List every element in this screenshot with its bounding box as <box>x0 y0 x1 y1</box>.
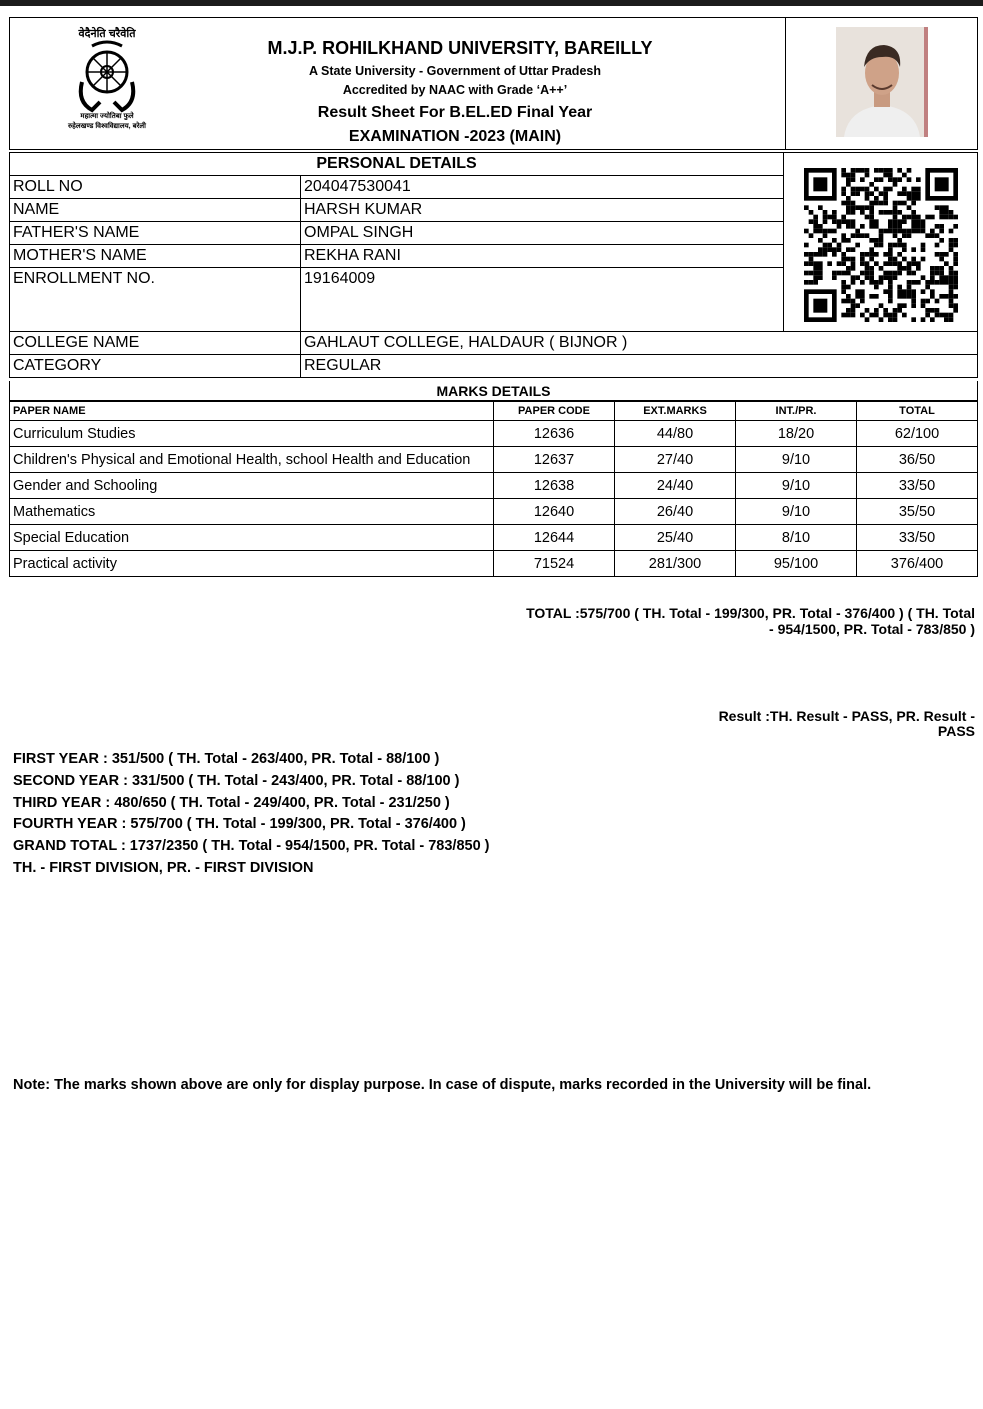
table-row <box>10 499 978 525</box>
category-label: CATEGORY <box>10 355 301 378</box>
paper-code: 71524 <box>494 551 615 577</box>
total-summary <box>455 605 975 637</box>
paper-name: Children's Physical and Emotional Health, school Health and Education <box>10 447 494 473</box>
category-value: REGULAR <box>301 355 978 378</box>
qr-code-icon <box>804 168 958 322</box>
col-ext-marks: EXT.MARKS <box>615 402 736 421</box>
total-marks: 376/400 <box>857 551 978 577</box>
paper-name: Practical activity <box>10 551 494 577</box>
int-marks: 8/10 <box>736 525 857 551</box>
col-paper-code: PAPER CODE <box>494 402 615 421</box>
logo-motto: वेदैनेति चरैवेति <box>78 28 136 40</box>
table-row <box>10 421 978 447</box>
ext-marks: 26/40 <box>615 499 736 525</box>
table-row <box>10 551 978 577</box>
paper-code: 12644 <box>494 525 615 551</box>
int-marks: 9/10 <box>736 447 857 473</box>
yearwise-summary <box>13 749 490 880</box>
logo-caption-1: महात्मा ज्योतिबा फुले <box>80 113 134 120</box>
paper-name: Mathematics <box>10 499 494 525</box>
result-sheet-title: Result Sheet For B.EL.ED Final Year <box>317 104 593 121</box>
table-row <box>10 473 978 499</box>
division: TH. - FIRST DIVISION, PR. - FIRST DIVISION <box>13 859 314 876</box>
roll-no-label: ROLL NO <box>10 176 301 199</box>
name-value: HARSH KUMAR <box>301 199 784 222</box>
university-name: M.J.P. ROHILKHAND UNIVERSITY, BAREILLY <box>267 38 653 58</box>
ext-marks: 25/40 <box>615 525 736 551</box>
student-photo <box>836 27 928 137</box>
photo-box <box>785 17 979 150</box>
ext-marks: 44/80 <box>615 421 736 447</box>
enrollment-value: 19164009 <box>301 268 784 332</box>
paper-name: Special Education <box>10 525 494 551</box>
col-int-pr: INT./PR. <box>736 402 857 421</box>
third-year-total: THIRD YEAR : 480/650 ( TH. Total - 249/400, PR. Total - 231/250 ) <box>13 794 450 811</box>
personal-details-table <box>9 152 978 378</box>
paper-code: 12638 <box>494 473 615 499</box>
ext-marks: 281/300 <box>615 551 736 577</box>
marks-header-row <box>10 402 978 421</box>
ext-marks: 27/40 <box>615 447 736 473</box>
marks-table <box>9 401 978 577</box>
result-summary-line-1: Result :TH. Result - PASS, PR. Result - <box>718 708 975 724</box>
total-summary-line-1: TOTAL :575/700 ( TH. Total - 199/300, PR. Total - 376/400 ) ( TH. Total <box>526 605 975 621</box>
result-summary-line-2: PASS <box>937 723 975 739</box>
personal-details-title: PERSONAL DETAILS <box>10 153 784 176</box>
qr-code-cell <box>784 153 978 332</box>
int-marks: 18/20 <box>736 421 857 447</box>
col-paper-name: PAPER NAME <box>10 402 494 421</box>
father-name-label: FATHER'S NAME <box>10 222 301 245</box>
accreditation: Accredited by NAAC with Grade ‘A++’ <box>342 83 568 97</box>
college-value: GAHLAUT COLLEGE, HALDAUR ( BIJNOR ) <box>301 332 978 355</box>
logo-caption-2: रुहेलखण्ड विश्वविद्यालय, बरेली <box>67 123 146 130</box>
result-summary <box>675 709 975 739</box>
roll-no-value: 204047530041 <box>301 176 784 199</box>
document-header <box>9 17 978 150</box>
first-year-total: FIRST YEAR : 351/500 ( TH. Total - 263/400, PR. Total - 88/100 ) <box>13 751 440 767</box>
total-summary-line-2: - 954/1500, PR. Total - 783/850 ) <box>769 621 975 637</box>
mother-name-label: MOTHER'S NAME <box>10 245 301 268</box>
table-row <box>10 447 978 473</box>
college-label: COLLEGE NAME <box>10 332 301 355</box>
total-marks: 33/50 <box>857 525 978 551</box>
paper-name: Curriculum Studies <box>10 421 494 447</box>
grand-total: GRAND TOTAL : 1737/2350 ( TH. Total - 954/1500, PR. Total - 783/850 ) <box>13 838 490 855</box>
university-subtitle: A State University - Government of Uttar Pradesh <box>309 64 601 78</box>
marks-details-title: MARKS DETAILS <box>9 381 978 401</box>
table-row <box>10 525 978 551</box>
disclaimer-note: Note: The marks shown above are only for display purpose. In case of dispute, marks recorded in the University will be final. <box>13 1077 872 1093</box>
exam-title: EXAMINATION -2023 (MAIN) <box>348 128 562 145</box>
total-marks: 33/50 <box>857 473 978 499</box>
paper-name: Gender and Schooling <box>10 473 494 499</box>
paper-code: 12637 <box>494 447 615 473</box>
total-marks: 36/50 <box>857 447 978 473</box>
int-marks: 9/10 <box>736 499 857 525</box>
ext-marks: 24/40 <box>615 473 736 499</box>
second-year-total: SECOND YEAR : 331/500 ( TH. Total - 243/400, PR. Total - 88/100 ) <box>13 772 460 789</box>
int-marks: 95/100 <box>736 551 857 577</box>
paper-code: 12636 <box>494 421 615 447</box>
name-label: NAME <box>10 199 301 222</box>
top-bar <box>0 0 983 6</box>
int-marks: 9/10 <box>736 473 857 499</box>
mother-name-value: REKHA RANI <box>301 245 784 268</box>
enrollment-label: ENROLLMENT NO. <box>10 268 301 332</box>
total-marks: 35/50 <box>857 499 978 525</box>
total-marks: 62/100 <box>857 421 978 447</box>
fourth-year-total: FOURTH YEAR : 575/700 ( TH. Total - 199/300, PR. Total - 376/400 ) <box>13 816 466 833</box>
paper-code: 12640 <box>494 499 615 525</box>
father-name-value: OMPAL SINGH <box>301 222 784 245</box>
col-total: TOTAL <box>857 402 978 421</box>
